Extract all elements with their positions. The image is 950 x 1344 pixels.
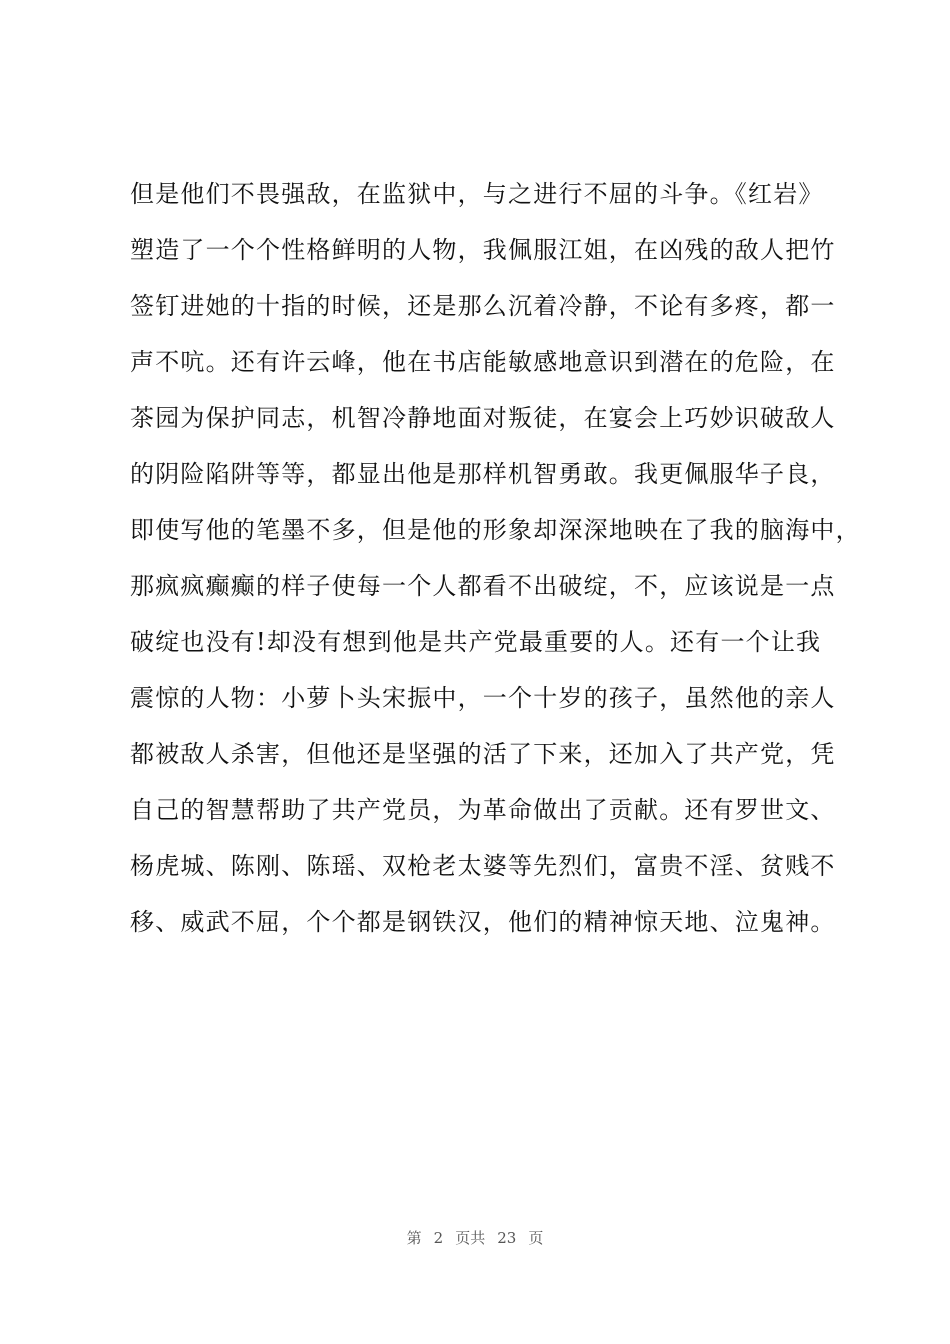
text-line: 的阴险陷阱等等，都显出他是那样机智勇敢。我更佩服华子良， bbox=[130, 460, 836, 488]
footer-middle: 页共 bbox=[455, 1229, 486, 1247]
text-line: 茶园为保护同志，机智冷静地面对叛徒，在宴会上巧妙识破敌人 bbox=[130, 404, 836, 432]
text-line: 震惊的人物：小萝卜头宋振中，一个十岁的孩子，虽然他的亲人 bbox=[130, 684, 836, 712]
body-text bbox=[130, 166, 860, 950]
footer-prefix: 第 bbox=[406, 1229, 422, 1247]
text-line: 移、威武不屈，个个都是钢铁汉，他们的精神惊天地、泣鬼神。 bbox=[130, 908, 836, 936]
text-line: 杨虎城、陈刚、陈瑶、双枪老太婆等先烈们，富贵不淫、贫贱不 bbox=[130, 852, 836, 880]
text-line: 但是他们不畏强敌，在监狱中，与之进行不屈的斗争。《红岩》 bbox=[130, 180, 824, 208]
text-line: 破绽也没有!却没有想到他是共产党最重要的人。还有一个让我 bbox=[130, 628, 822, 656]
text-line: 那疯疯癫癫的样子使每一个人都看不出破绽，不，应该说是一点 bbox=[130, 572, 836, 600]
text-line: 自己的智慧帮助了共产党员，为革命做出了贡献。还有罗世文、 bbox=[130, 796, 836, 824]
text-line: 声不吭。还有许云峰，他在书店能敏感地意识到潜在的危险，在 bbox=[130, 348, 836, 376]
text-line: 签钉进她的十指的时候，还是那么沉着冷静，不论有多疼，都一 bbox=[130, 292, 836, 320]
text-line: 塑造了一个个性格鲜明的人物，我佩服江姐，在凶残的敌人把竹 bbox=[130, 236, 836, 264]
text-line: 即使写他的笔墨不多，但是他的形象却深深地映在了我的脑海中， bbox=[130, 516, 861, 544]
footer-current-page: 2 bbox=[433, 1229, 444, 1247]
text-line: 都被敌人杀害，但他还是坚强的活了下来，还加入了共产党，凭 bbox=[130, 740, 836, 768]
page-footer bbox=[0, 1227, 950, 1248]
footer-total-pages: 23 bbox=[497, 1229, 517, 1247]
footer-suffix: 页 bbox=[528, 1229, 544, 1247]
